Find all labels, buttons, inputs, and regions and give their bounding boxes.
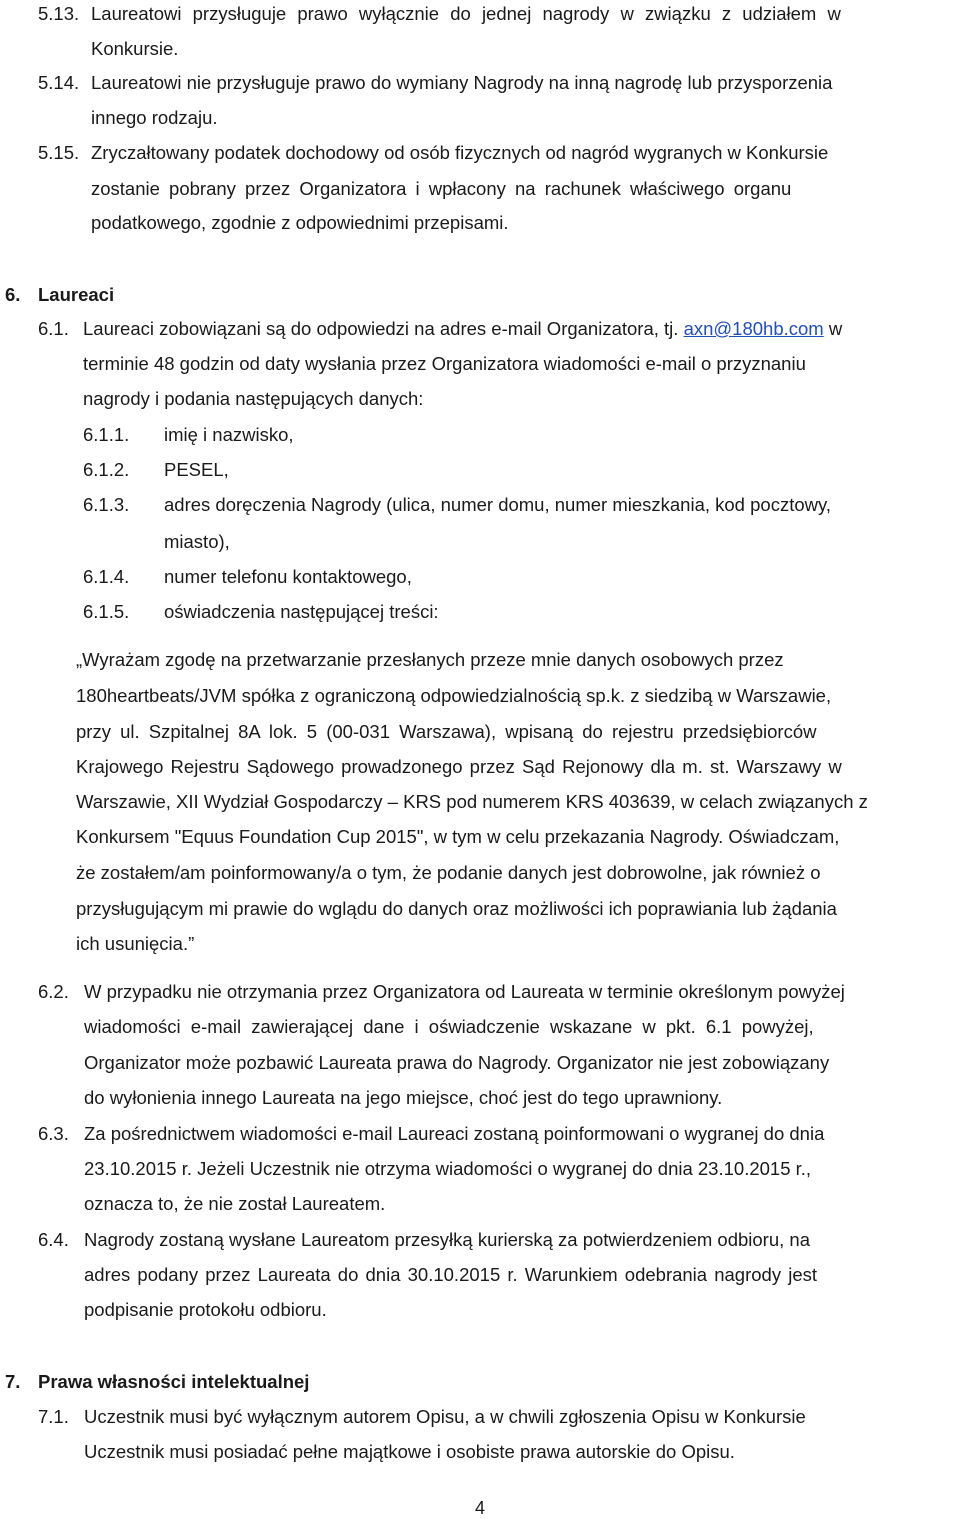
item-text-continued: miasto), bbox=[164, 531, 230, 552]
clause-5-15-line-1: Zryczałtowany podatek dochodowy od osób fizycznych od nagród wygranych w Konkursie bbox=[91, 142, 829, 163]
clause-number: 6.1. bbox=[38, 318, 69, 339]
quote-line: „Wyrażam zgodę na przetwarzanie przesłanych przeze mnie danych osobowych przez bbox=[76, 649, 784, 670]
clause-5-15-line-3: podatkowego, zgodnie z odpowiednimi przepisami. bbox=[91, 212, 509, 233]
clause-5-14-line-1: Laureatowi nie przysługuje prawo do wymiany Nagrody na inną nagrodę lub przysporzenia bbox=[91, 72, 833, 93]
quote-line: 180heartbeats/JVM spółka z ograniczoną odpowiedzialnością sp.k. z siedzibą w Warszawie, bbox=[76, 685, 832, 706]
clause-6-3-line-3: oznacza to, że nie został Laureatem. bbox=[84, 1193, 386, 1214]
clause-5-14-line-2: innego rodzaju. bbox=[91, 107, 218, 128]
clause-7-1-line-2: Uczestnik musi posiadać pełne majątkowe i osobiste prawa autorskie do Opisu. bbox=[84, 1441, 735, 1462]
clause-6-3-line-2: 23.10.2015 r. Jeżeli Uczestnik nie otrzyma wiadomości o wygranej do dnia 23.10.2015 r., bbox=[84, 1158, 812, 1179]
item-text: numer telefonu kontaktowego, bbox=[164, 566, 412, 587]
item-text: oświadczenia następującej treści: bbox=[164, 601, 439, 622]
page-number: 4 bbox=[474, 1498, 485, 1518]
clause-5-13-line-2: Konkursie. bbox=[91, 38, 179, 59]
quote-line: Krajowego Rejestru Sądowego prowadzonego przez Sąd Rejonowy dla m. st. Warszawy w bbox=[76, 756, 842, 777]
clause-5-13-line-1 bbox=[91, 2, 955, 26]
clause-6-4-line-2: adres podany przez Laureata do dnia 30.10.2015 r. Warunkiem odebrania nagrody jest bbox=[84, 1264, 818, 1285]
clause-number: 6.3. bbox=[38, 1123, 69, 1144]
clause-number: 5.13. bbox=[38, 3, 80, 24]
clause-text-tail: w bbox=[828, 318, 843, 339]
section-title: Prawa własności intelektualnej bbox=[38, 1371, 310, 1392]
clause-number: 7.1. bbox=[38, 1406, 69, 1427]
section-number: 7. bbox=[5, 1371, 21, 1392]
clause-6-4-line-1: Nagrody zostaną wysłane Laureatom przesyłką kurierską za potwierdzeniem odbioru, na bbox=[84, 1229, 810, 1250]
clause-6-1-line-3: nagrody i podania następujących danych: bbox=[83, 388, 424, 409]
item-number: 6.1.1. bbox=[83, 424, 130, 445]
clause-text: Laureatowi przysługuje prawo wyłącznie do jednej nagrody w związku z udziałem w bbox=[91, 3, 841, 24]
clause-text: Laureaci zobowiązani są do odpowiedzi na adres e-mail Organizatora, tj. bbox=[83, 318, 679, 339]
item-number: 6.1.2. bbox=[83, 459, 130, 480]
clause-6-3-line-1: Za pośrednictwem wiadomości e-mail Laureaci zostaną poinformowani o wygranej do dnia bbox=[84, 1123, 825, 1144]
clause-5-15-line-2: zostanie pobrany przez Organizatora i wpłacony na rachunek właściwego organu bbox=[91, 178, 792, 199]
section-number: 6. bbox=[5, 284, 21, 305]
clause-6-1-line-2: terminie 48 godzin od daty wysłania przez Organizatora wiadomości e-mail o przyznaniu bbox=[83, 353, 806, 374]
clause-6-2-line-3: Organizator może pozbawić Laureata prawa do Nagrody. Organizator nie jest zobowiązany bbox=[84, 1052, 830, 1073]
clause-number: 6.2. bbox=[38, 981, 69, 1002]
clause-6-2-line-1: W przypadku nie otrzymania przez Organizatora od Laureata w terminie określonym powyżej bbox=[84, 981, 845, 1002]
quote-line-last: ich usunięcia.” bbox=[76, 933, 195, 954]
clause-number: 5.15. bbox=[38, 142, 80, 163]
email-link[interactable]: axn@180hb.com bbox=[683, 318, 824, 339]
item-text: adres doręczenia Nagrody (ulica, numer domu, numer mieszkania, kod pocztowy, bbox=[164, 494, 831, 515]
clause-number: 6.4. bbox=[38, 1229, 69, 1250]
clause-6-2-line-2: wiadomości e-mail zawierającej dane i oświadczenie wskazane w pkt. 6.1 powyżej, bbox=[84, 1016, 814, 1037]
item-number: 6.1.3. bbox=[83, 494, 130, 515]
section-title: Laureaci bbox=[38, 284, 115, 305]
item-number: 6.1.5. bbox=[83, 601, 130, 622]
quote-line: że zostałem/am poinformowany/a o tym, że podanie danych jest dobrowolne, jak również o bbox=[76, 862, 821, 883]
clause-7-1-line-1: Uczestnik musi być wyłącznym autorem Opisu, a w chwili zgłoszenia Opisu w Konkursie bbox=[84, 1406, 806, 1427]
clause-6-1-line-1 bbox=[83, 317, 842, 341]
quote-line: przy ul. Szpitalnej 8A lok. 5 (00-031 Warszawa), wpisaną do rejestru przedsiębiorców bbox=[76, 721, 817, 742]
item-number: 6.1.4. bbox=[83, 566, 130, 587]
quote-line: przysługującym mi prawie do wglądu do danych oraz możliwości ich poprawiania lub żądania bbox=[76, 898, 837, 919]
quote-line: Konkursem "Equus Foundation Cup 2015", w tym w celu przekazania Nagrody. Oświadczam, bbox=[76, 826, 840, 847]
clause-6-4-line-3: podpisanie protokołu odbioru. bbox=[84, 1299, 327, 1320]
quote-line: Warszawie, XII Wydział Gospodarczy – KRS pod numerem KRS 403639, w celach związanych z bbox=[76, 791, 868, 812]
item-text: PESEL, bbox=[164, 459, 229, 480]
clause-number: 5.14. bbox=[38, 72, 80, 93]
clause-6-2-line-4: do wyłonienia innego Laureata na jego miejsce, choć jest do tego uprawniony. bbox=[84, 1087, 723, 1108]
item-text: imię i nazwisko, bbox=[164, 424, 294, 445]
